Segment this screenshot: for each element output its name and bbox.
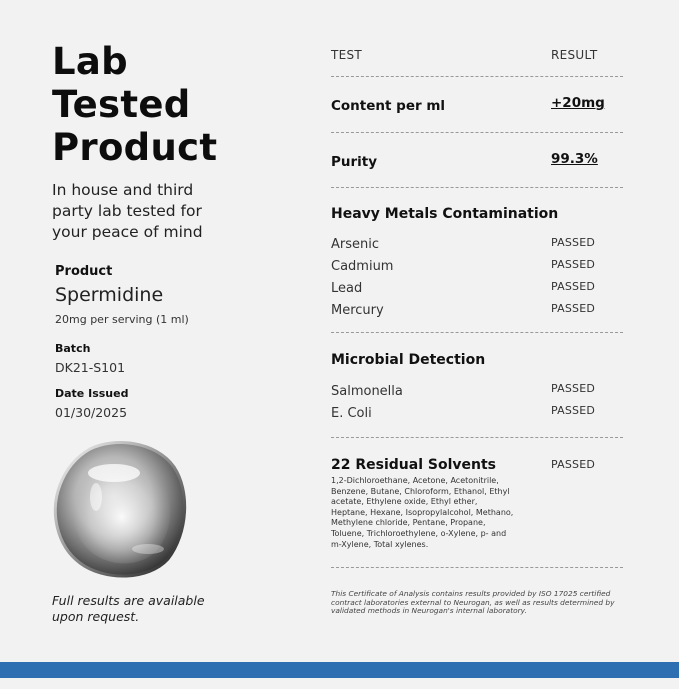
test-name: Salmonella xyxy=(331,384,403,399)
bottom-accent-bar xyxy=(0,662,679,678)
full-results-note xyxy=(52,593,252,625)
subheadline-line: your peace of mind xyxy=(52,223,203,241)
solvents-result: PASSED xyxy=(551,458,596,471)
left-column xyxy=(52,40,302,243)
divider xyxy=(331,437,623,438)
test-name: Cadmium xyxy=(331,259,394,274)
liquid-drop-image xyxy=(52,437,188,579)
divider xyxy=(331,132,623,133)
product-label: Product xyxy=(55,264,113,279)
product-name: Spermidine xyxy=(55,284,164,306)
heavy-metals-title: Heavy Metals Contamination xyxy=(331,206,559,222)
test-result: PASSED xyxy=(551,404,596,417)
col-test-header: TEST xyxy=(331,48,363,62)
disclaimer-text: This Certificate of Analysis contains results provided by ISO 17025 certified contract laboratories external to Neurogan, as well as results determined by validated methods in Neurogan's internal laboratory. xyxy=(331,589,615,616)
table-row xyxy=(331,255,623,274)
subheadline xyxy=(52,180,292,243)
headline-line: Product xyxy=(52,126,218,169)
content-label: Content per ml xyxy=(331,98,446,114)
test-result: PASSED xyxy=(551,236,596,249)
table-row xyxy=(331,402,623,421)
date-issued-label: Date Issued xyxy=(55,387,129,400)
headline-line: Lab xyxy=(52,40,128,83)
results-table xyxy=(331,0,623,640)
table-row xyxy=(331,299,623,318)
purity-row xyxy=(331,151,623,170)
date-issued-value: 01/30/2025 xyxy=(55,405,128,420)
test-result: PASSED xyxy=(551,302,596,315)
divider xyxy=(331,332,623,333)
full-results-line: upon request. xyxy=(52,609,140,624)
headline xyxy=(52,40,302,169)
product-dose: 20mg per serving (1 ml) xyxy=(55,313,189,326)
test-result: PASSED xyxy=(551,382,596,395)
divider xyxy=(331,567,623,568)
test-result: PASSED xyxy=(551,280,596,293)
purity-label: Purity xyxy=(331,154,378,170)
col-result-header: RESULT xyxy=(551,48,598,62)
divider xyxy=(331,187,623,188)
divider xyxy=(331,76,623,77)
purity-value: 99.3% xyxy=(551,151,598,167)
content-row xyxy=(331,95,623,114)
subheadline-line: party lab tested for xyxy=(52,202,202,220)
table-header xyxy=(331,48,623,62)
test-name: Arsenic xyxy=(331,237,380,252)
headline-line: Tested xyxy=(52,83,191,126)
bottom-strip xyxy=(0,678,679,689)
test-name: Mercury xyxy=(331,303,384,318)
test-name: E. Coli xyxy=(331,406,372,421)
table-row xyxy=(331,233,623,252)
solvents-list: 1,2-Dichloroethane, Acetone, Acetonitrile, Benzene, Butane, Chloroform, Ethanol, Ethyl acetate, Ethylene oxide, Ethyl ether, Heptane, Hexane, Isopropylalcohol, Methano, Methylene chloride, Pentane, Propane, Toluene, Trichloroethylene, o-Xylene, p- and m-Xylene, Total xylenes. xyxy=(331,476,514,549)
solvents-row xyxy=(331,454,623,473)
microbial-title: Microbial Detection xyxy=(331,352,486,368)
full-results-line: Full results are available xyxy=(52,593,205,608)
subheadline-line: In house and third xyxy=(52,181,194,199)
test-name: Lead xyxy=(331,281,363,296)
batch-label: Batch xyxy=(55,342,91,355)
table-row xyxy=(331,277,623,296)
content-value: +20mg xyxy=(551,95,605,111)
table-row xyxy=(331,380,623,399)
test-result: PASSED xyxy=(551,258,596,271)
batch-value: DK21-S101 xyxy=(55,360,126,375)
solvents-title: 22 Residual Solvents xyxy=(331,457,496,473)
